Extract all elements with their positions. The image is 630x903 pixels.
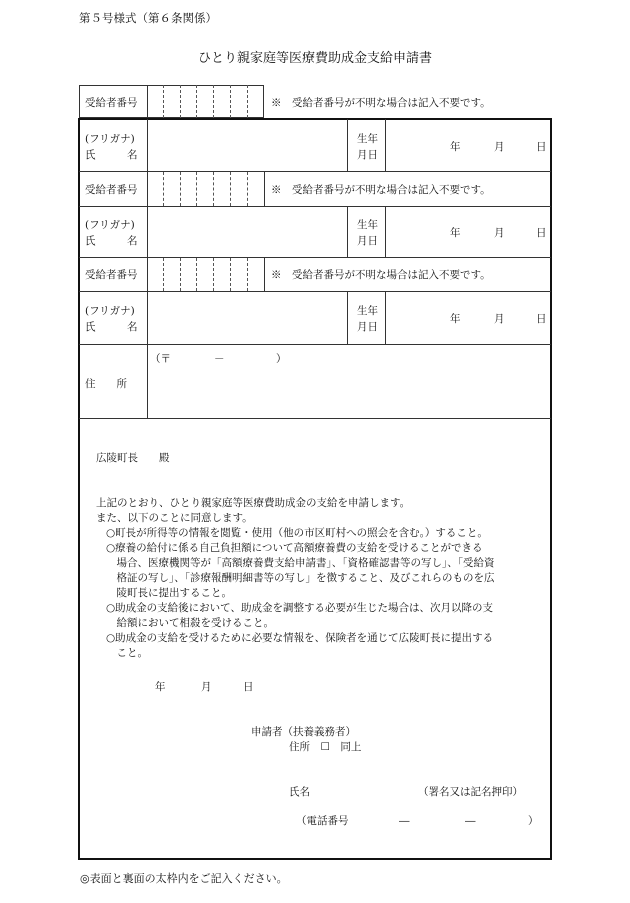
- applicant-name-label: 氏名: [289, 786, 310, 798]
- dob-day: 日: [536, 313, 547, 325]
- consent-line: こと。: [106, 647, 148, 659]
- applicant-label: 申請者（扶養義務者）: [251, 726, 356, 738]
- page-title: ひとり親家庭等医療費助成金支給申請書: [197, 51, 432, 66]
- date-year: 年: [155, 681, 166, 693]
- name-label: 氏 名: [85, 321, 138, 333]
- postal-close: ）: [276, 353, 287, 365]
- recipient-number-note: ※ 受給者番号が不明な場合は記入不要です。: [271, 97, 491, 109]
- furigana-label: (フリガナ): [85, 305, 135, 317]
- postal-dash: －: [214, 353, 225, 365]
- consent-item-3: [106, 601, 493, 631]
- address-label: 住 所: [85, 378, 127, 390]
- phone-dash-2: ―: [465, 815, 476, 827]
- furigana-label: (フリガナ): [85, 219, 135, 231]
- date-month: 月: [201, 681, 212, 693]
- dob-field-2[interactable]: [386, 207, 550, 256]
- dob-label-bottom: 月日: [357, 321, 378, 333]
- consent-line: ○助成金の支給後において、助成金を調整する必要が生じた場合は、次月以降の支: [106, 602, 493, 614]
- consent-line: ○助成金の支給を受けるために必要な情報を、保険者を通じて広陵町長に提出する: [106, 632, 494, 644]
- recipient-number-label: 受給者番号: [85, 184, 138, 196]
- consent-line: 格証の写し」、「診療報酬明細書等の写し」を徴すること、及びこれらのものを広: [106, 572, 495, 584]
- dob-month: 月: [494, 227, 505, 239]
- dob-label-bottom: 月日: [357, 149, 378, 161]
- furigana-label: (フリガナ): [85, 133, 135, 145]
- addressee: 広陵町長 殿: [96, 452, 170, 464]
- address-field[interactable]: [148, 345, 550, 417]
- name-label: 氏 名: [85, 235, 138, 247]
- dob-label-bottom: 月日: [357, 235, 378, 247]
- intro-line-2: また、以下のことに同意します。: [96, 512, 253, 524]
- dob-day: 日: [536, 141, 547, 153]
- form-number: 第５号様式（第６条関係）: [79, 11, 217, 25]
- phone-label: （電話番号: [296, 815, 349, 827]
- signature-note: （署名又は記名押印）: [418, 786, 523, 798]
- name-label: 氏 名: [85, 149, 138, 161]
- consent-item-4: [106, 631, 493, 661]
- dob-label-top: 生年: [357, 133, 378, 145]
- dob-year: 年: [450, 141, 461, 153]
- recipient-number-label: 受給者番号: [85, 97, 138, 109]
- dob-year: 年: [450, 313, 461, 325]
- recipient-number-field-2[interactable]: [148, 172, 263, 205]
- consent-item-2: [106, 541, 495, 601]
- consent-line: ○療養の給付に係る自己負担額について高額療養費の支給を受けることができる: [106, 542, 483, 554]
- recipient-number-note: ※ 受給者番号が不明な場合は記入不要です。: [271, 269, 491, 281]
- recipient-number-note: ※ 受給者番号が不明な場合は記入不要です。: [271, 184, 491, 196]
- dob-field-1[interactable]: [386, 120, 550, 170]
- recipient-number-field-3[interactable]: [148, 258, 263, 290]
- recipient-name-field-1[interactable]: [148, 120, 346, 170]
- recipient-name-field-3[interactable]: [148, 292, 346, 343]
- footer-note: ◎表面と裏面の太枠内をご記入ください。: [80, 872, 288, 885]
- dob-year: 年: [450, 227, 461, 239]
- recipient-name-field-2[interactable]: [148, 207, 346, 256]
- postal-open: （〒: [150, 353, 171, 365]
- phone-close: ）: [528, 815, 539, 827]
- phone-dash-1: ―: [399, 815, 410, 827]
- consent-line: 給額において相殺を受けること。: [106, 617, 274, 629]
- consent-line: ○町長が所得等の情報を閲覧・使用（他の市区町村への照会を含む。）すること。: [106, 527, 488, 539]
- dob-month: 月: [494, 141, 505, 153]
- consent-item-1: [106, 526, 488, 541]
- consent-line: 場合、医療機関等が「高額療養費支給申請書」、「資格確認書等の写し」、「受給資: [106, 557, 495, 569]
- recipient-number-field-1[interactable]: [148, 86, 263, 117]
- dob-month: 月: [494, 313, 505, 325]
- dob-day: 日: [536, 227, 547, 239]
- recipient-number-label: 受給者番号: [85, 269, 138, 281]
- date-day: 日: [243, 681, 254, 693]
- dob-label-top: 生年: [357, 219, 378, 231]
- dob-field-3[interactable]: [386, 292, 550, 343]
- dob-label-top: 生年: [357, 305, 378, 317]
- applicant-address-label[interactable]: 住所 ☐ 同上: [289, 741, 362, 753]
- consent-line: 陵町長に提出すること。: [106, 587, 232, 599]
- intro-line-1: 上記のとおり、ひとり親家庭等医療費助成金の支給を申請します。: [96, 497, 411, 509]
